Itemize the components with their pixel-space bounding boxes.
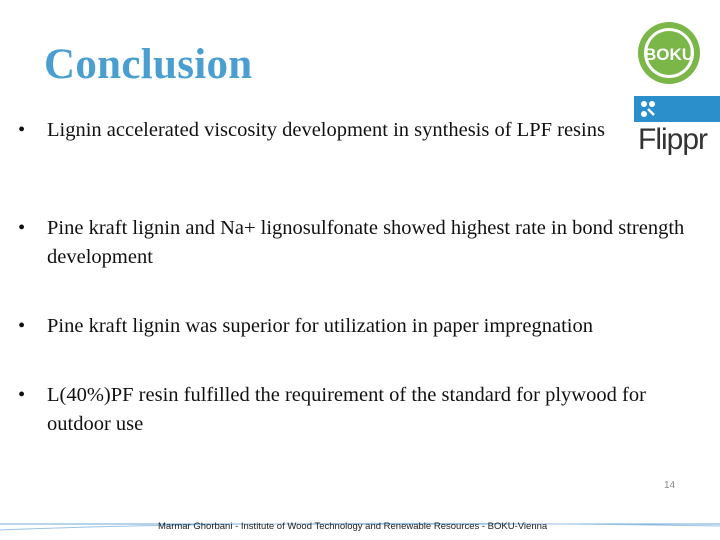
flippr-logo-text: Flippr [638, 123, 708, 156]
page-number: 14 [664, 480, 676, 491]
bullet-marker: • [18, 315, 26, 337]
bullet-text: Pine kraft lignin was superior for utilization in paper impregnation [47, 315, 593, 337]
bullet-text: Pine kraft lignin and Na+ lignosulfonate showed highest rate in bond strength development [47, 217, 685, 268]
bullet-text: Lignin accelerated viscosity development in synthesis of LPF resins [47, 119, 605, 141]
flippr-logo [634, 96, 720, 160]
boku-logo-text: BOKU [643, 45, 695, 64]
flippr-logo-bar [634, 96, 720, 122]
flippr-logo-icon [634, 96, 720, 122]
slide-title: Conclusion [44, 41, 253, 88]
bullet-marker: • [18, 119, 26, 141]
bullet-text: L(40%)PF resin fulfilled the requirement of the standard for plywood for outdoor use [47, 384, 646, 435]
bullet-item [18, 312, 688, 341]
boku-logo-icon [636, 20, 702, 86]
footer-text: Marmar Ghorbani - Institute of Wood Technology and Renewable Resources - BOKU-Vienna [158, 521, 548, 532]
bullet-marker: • [18, 217, 26, 239]
bullet-item [18, 381, 688, 439]
bullet-item [18, 214, 688, 272]
boku-logo [636, 20, 702, 86]
bullet-marker: • [18, 384, 26, 406]
bullet-item [18, 116, 688, 145]
